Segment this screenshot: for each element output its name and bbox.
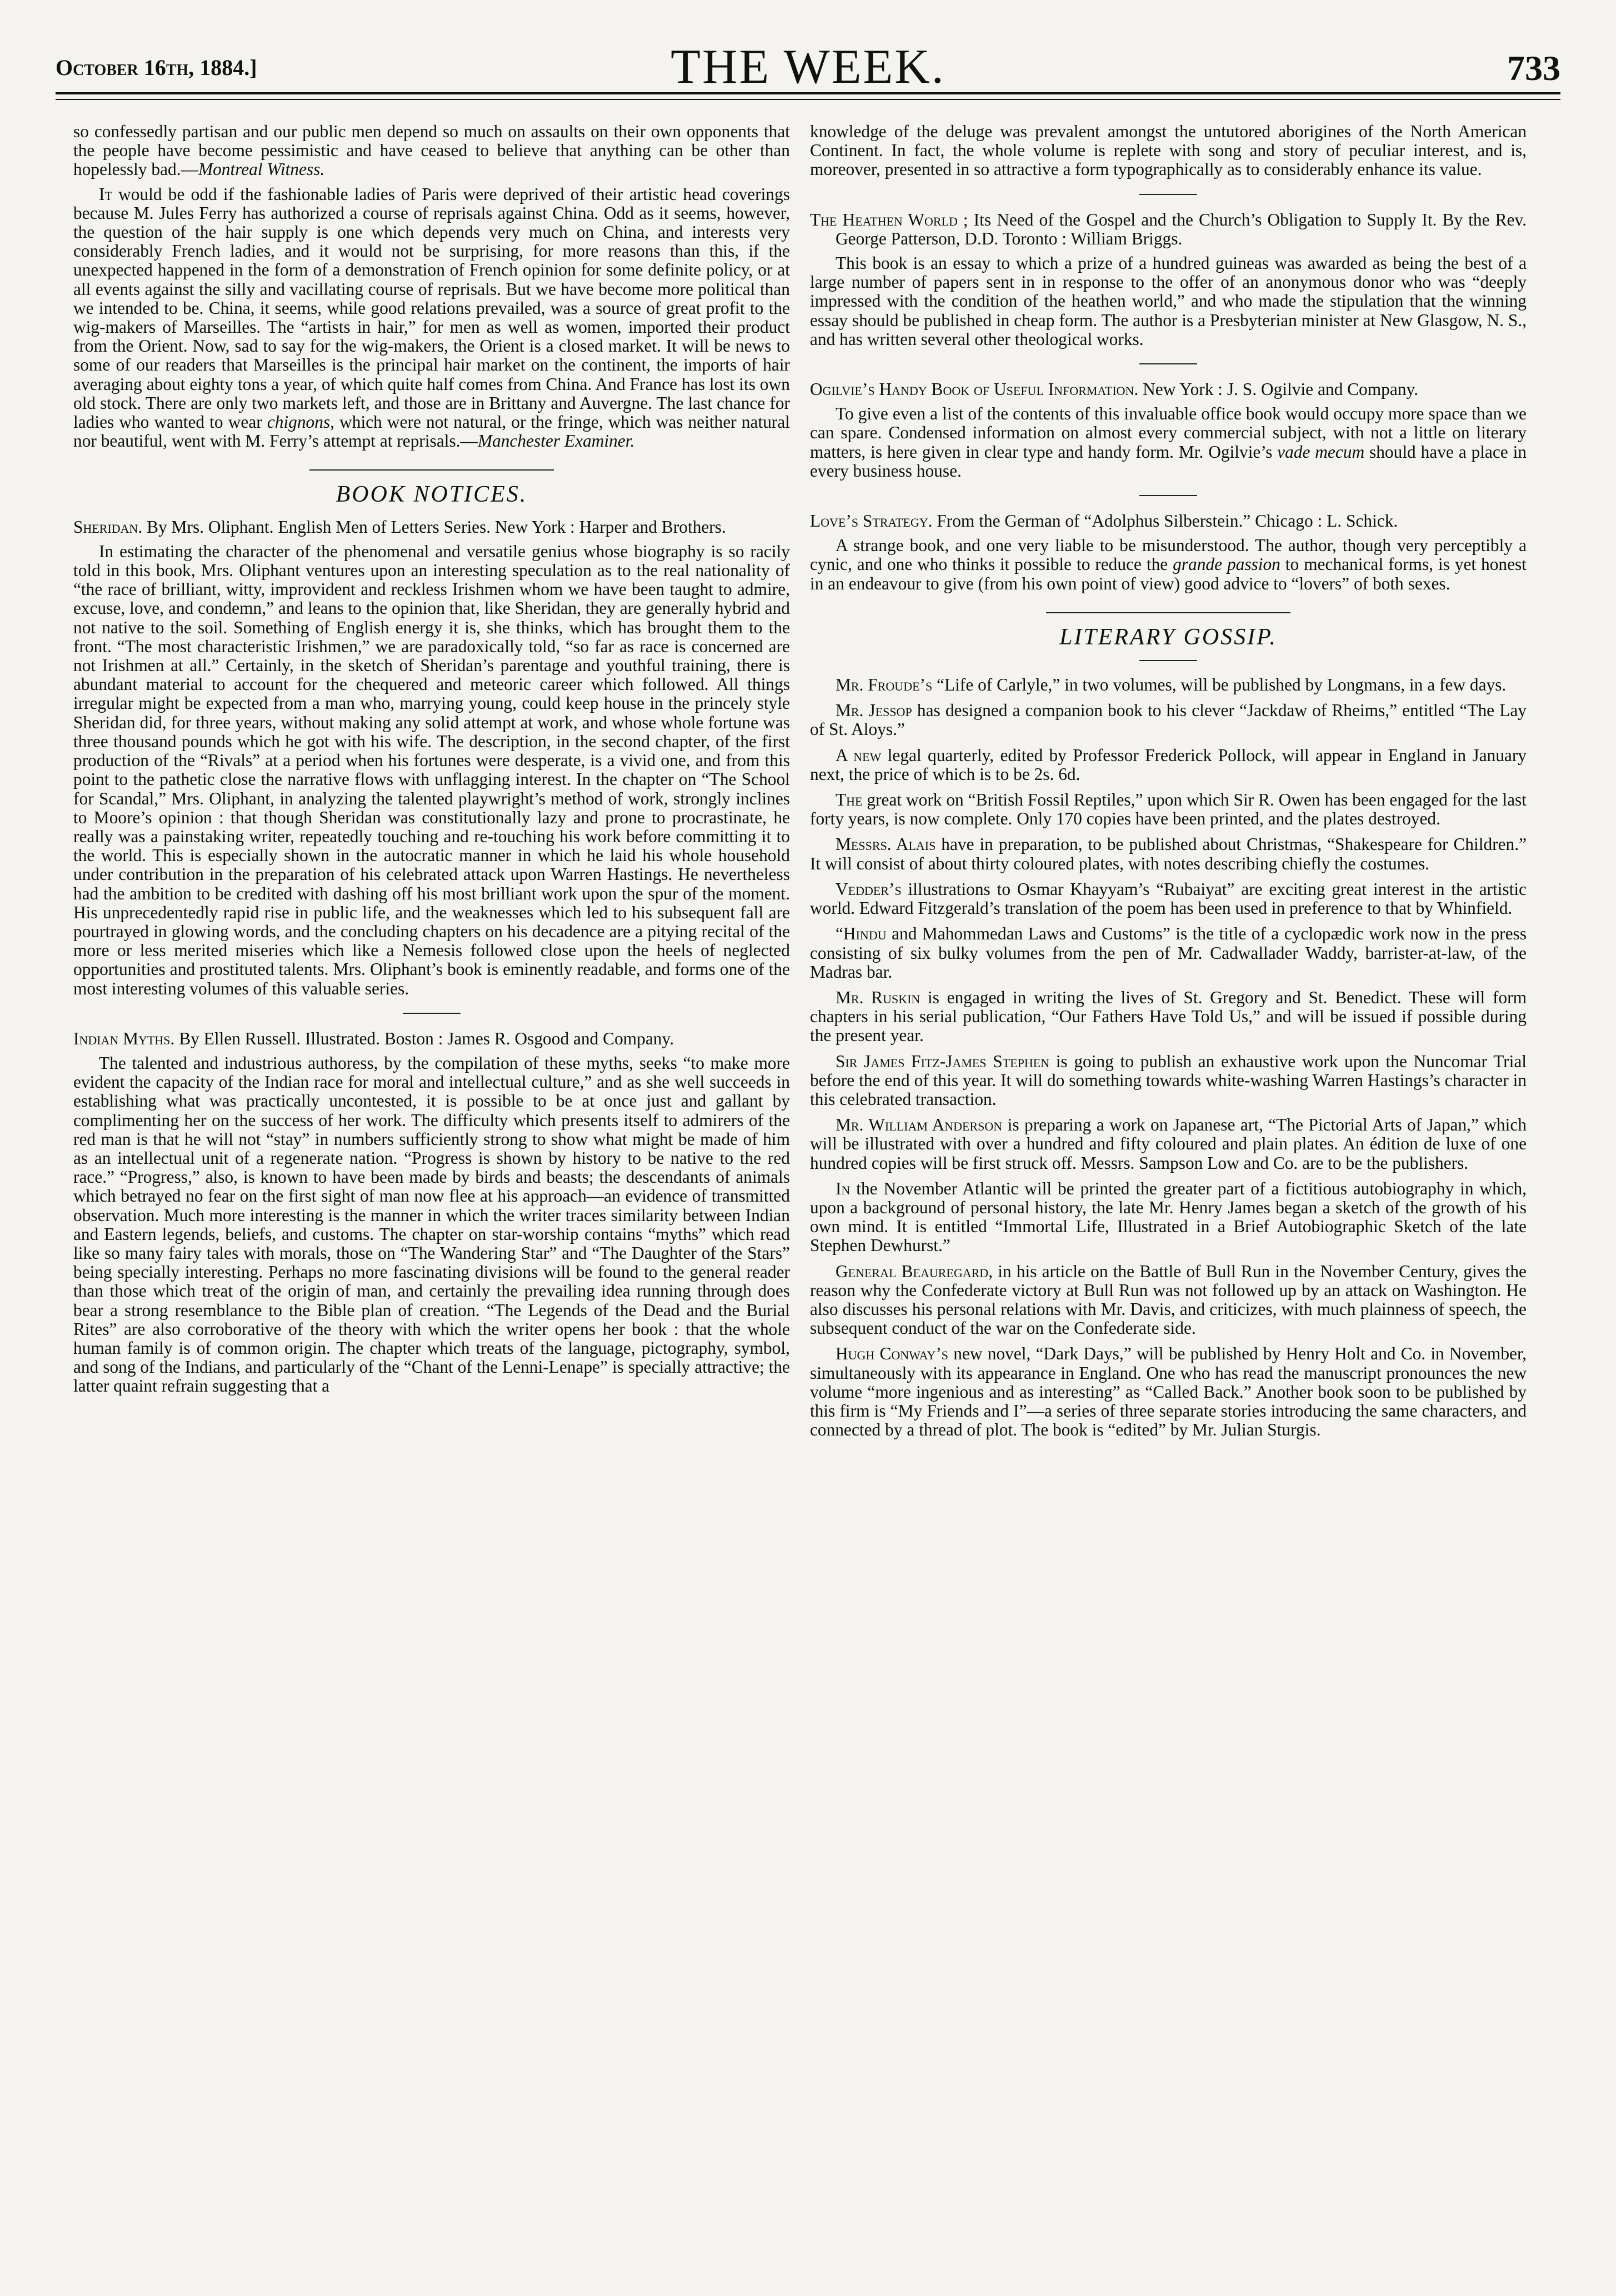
source-attribution: Montreal Witness. [198,159,325,179]
gossip-item [810,835,1527,873]
right-column [810,122,1527,2278]
gossip-lead: Vedder’s [835,879,902,899]
paris-paragraph [73,185,790,451]
gossip-item [810,746,1527,784]
review-heading-loves-strategy [810,512,1527,531]
gossip-text: “Life of Carlyle,” in two volumes, will be published by Longmans, in a few days. [932,675,1507,695]
source-attribution: Manchester Examiner. [477,431,635,451]
review-body-heathen-world: This book is an essay to which a prize of a hundred guineas was awarded as being the best of a large number of papers sent in in response to the offer of an anonymous donor who was “deeply impressed with the condition of the heathen world,” and who made the stipulation that the winning essay should be published in cheap form. The author is a Presbyterian minister at New Glasgow, N. S., and has written several other theological works. [810,253,1527,349]
literary-gossip-heading: LITERARY GOSSIP. [1059,624,1277,650]
divider [1139,363,1197,364]
book-details: By Ellen Russell. Illustrated. Boston : James R. Osgood and Company. [174,1028,674,1048]
gossip-item [810,1116,1527,1173]
gossip-item [810,1052,1527,1109]
continued-paragraph [73,122,790,179]
divider [403,1013,461,1014]
review-heading-indian-myths [73,1029,790,1048]
header-rule [56,92,1560,94]
gossip-text: is going to publish an exhaustive work upon the Nuncomar Trial before the end of this year. It will do something towards white-washing Warren Hastings’s character in this celebrated transaction. [810,1051,1527,1109]
review-heading-heathen-world [810,211,1527,248]
gossip-list [810,676,1527,1439]
gossip-lead: Sir James Fitz-James Stephen [835,1051,1050,1071]
gossip-lead: General Beauregard, [835,1261,993,1281]
issue-date: October 16th, 1884.] [56,55,257,80]
gossip-text: legal quarterly, edited by Professor Frederick Pollock, will appear in England in January next, the price of which is to be 2s. 6d. [810,745,1527,784]
italic-term: chignons [267,412,331,432]
gossip-text: great work on “British Fossil Reptiles,” upon which Sir R. Owen has been engaged for the last forty years, is now complete. Only 170 copies have been printed, and the plates destroyed. [810,790,1527,829]
gossip-item [810,1262,1527,1338]
gossip-item [810,791,1527,828]
paragraph-text: To give even a list of the contents of this invaluable office book would occupy more space than we can spare. Condensed information on almost every commercial subject, with not a little on literary matters, is here given in clear type and handy form. Mr. Ogilvie’s [810,404,1527,462]
review-heading-ogilvie [810,380,1527,399]
italic-term: grande passion [1173,554,1280,574]
divider [1139,660,1197,661]
review-body-sheridan: In estimating the character of the phenomenal and versatile genius whose biography is so racily told in this book, Mrs. Oliphant ventures upon an interesting speculation as to the real nationality of “the race of brilliant, witty, improvident and reckless Irishmen whom we have been taught to admire, excuse, love, and condemn,” and leans to the opinion that, like Sheridan, they are generally hybrid and not native to the soil. Something of English energy it is, she thinks, which has brought them to the front. “The most characteristic Irishmen,” we are paradoxically told, “so far as race is concerned are not Irishmen at all.” Certainly, in the sketch of Sheridan’s parentage and youthful training, there is abundant material to account for the chequered and meteoric career which followed. All things irregular might be expected from a man who, marrying young, could keep house in the princely style Sheridan did, for three years, without making any solid attempt at work, and whose whole fortune was three thousand pounds which he got with his wife. The description, in the second chapter, of the first production of the “Rivals” at a period when his fortunes were desperate, is a vivid one, and from this point to the pathetic close the narrative flows with unflagging interest. In the chapter on “The School for Scandal,” Mrs. Oliphant, in analyzing the talented playwright’s method of work, strongly inclines to Moore’s opinion : that though Sheridan was constitutionally lazy and prone to procrastinate, he really was a painstaking writer, repeatedly touching and re-touching his work before committing it to the world. This is especially shown in the autocratic manner in which he laid his whole household under contribution in the preparation of his celebrated attack upon Warren Hastings. He nevertheless had the ambition to be credited with dashing off his most brilliant work upon the spur of the moment. His unprecedentedly rapid rise in public life, and the weaknesses which led to his subsequent fall are pourtrayed in glowing words, and the concluding chapters on his decadence are a pitying recital of the more or less merited miseries which like a Nemesis followed close upon the heels of neglected opportunities and prostituted talents. Mrs. Oliphant’s book is eminently readable, and forms one of the most interesting volumes of this valuable series. [73,541,790,998]
gossip-lead: Mr. Ruskin [835,987,920,1007]
gossip-text: the November Atlantic will be printed the greater part of a fictitious autobiography in which, upon a background of personal history, the late Mr. Henry James began a sketch of the growth of his own mind. It is entitled “Immortal Life, Illustrated in a Brief Autobiographic Sketch of the late Stephen Dewhurst.” [810,1178,1527,1255]
gossip-lead: A new [835,745,882,765]
gossip-text: illustrations to Osmar Khayyam’s “Rubaiyat” are exciting great interest in the artistic world. Edward Fitzgerald’s translation of the poem has been used in preference to that by Whinfield. [810,879,1527,918]
gossip-text: is preparing a work on Japanese art, “The Pictorial Arts of Japan,” which will be illustrated with over a hundred and fifty coloured and plain plates. An édition de luxe of one hundred copies will be first struck off. Messrs. Sampson Low and Co. are to be the publishers. [810,1115,1527,1173]
section-divider [1046,612,1290,613]
book-notices-heading: BOOK NOTICES. [336,482,528,508]
gossip-text: have in preparation, to be published about Christmas, “Shakespeare for Children.” It will consist of about thirty coloured plates, with notes describing chiefly the costumes. [810,834,1527,873]
paragraph-text: would be odd if the fashionable ladies of Paris were deprived of their artistic head coverings because M. Jules Ferry has authorized a course of reprisals against China. Odd as it seems, however, the question of the hair supply is one which depends very much on China, and interests very considerably French ladies, and it would not be surprising, for more reasons than this, if the unexpected happened in the form of a demonstration of French opinion for some definite policy, or at all events against the silly and vacillating course of reprisals. But we have become more political than we intended to be. China, it seems, while good relations prevailed, was a source of great profit to the wig-makers of Marseilles. The “artists in hair,” for men as well as women, imported their product from the Orient. Now, sad to say for the wig-makers, the Orient is a closed market. It will be news to some of our readers that Marseilles is the principal hair market on the continent, the imports of hair averaging about eighty tons a year, of which quite half comes from China. And France has lost its own old stock. There are only two markets left, and those are in Brittany and Auvergne. The last chance for ladies who wanted to wear [73,184,790,432]
gossip-item [810,988,1527,1046]
gossip-lead: Mr. Jessop [835,701,912,721]
book-details: By Mrs. Oliphant. English Men of Letters Series. New York : Harper and Brothers. [142,517,726,537]
gossip-lead: Mr. Froude’s [835,675,933,695]
paragraph-text: to mechanical forms, is yet honest in an endeavour to give (from his own point of view) good advice to “lovers” of both sexes. [810,554,1527,593]
header-rule-thin [56,99,1560,100]
gossip-lead: The [835,790,863,810]
gossip-text: in his article on the Battle of Bull Run in the November Century, gives the reason why the Confederate victory at Bull Run was not followed up by an attack on Washington. He also discusses his personal relations with Mr. Davis, and criticizes, with much plainness of speech, the subsequent conduct of the war on the Confederate side. [810,1261,1527,1338]
gossip-item [810,701,1527,739]
gossip-item [810,1344,1527,1439]
paragraph-lead: It [99,184,112,204]
gossip-lead: Hugh Conway’s [835,1344,949,1364]
page-number: 733 [1507,48,1560,88]
review-body-indian-myths: The talented and industrious authoress, by the compilation of these myths, seeks “to make more evident the capacity of the Indian race for moral and intellectual culture,” and as she well succeeds in establishing what was practically uncontested, it is possible to be at once just and gallant by complimenting her on the success of her work. The difficulty which presents itself to admirers of the red man is that he will not “stay” in numbers sufficiently strong to show what might be made of him as an intellectual unit of a regenerate nation. “Progress is shown by history to be native to the red race.” “Progress,” also, is known to have been made by birds and beasts; the descendants of animals which betrayed no fear on the first sight of man now flee at his approach—an evidence of transmitted observation. Much more interesting is the manner in which the writer traces similarity between Indian and Eastern legends, beliefs, and customs. The chapter on star-worship contains “myths” which read like so many fairy tales with morals, those on “The Wandering Star” and “The Daughter of the Stars” being specially interesting. Perhaps no more fascinating divisions will be found to the general reader than those which treat of the origin of man, and certainly the prevailing idea running through does bear a strong resemblance to the Bible plan of creation. “The Legends of the Dead and the Burial Rites” are also corroborative of the theory with which the writer opens her book : that the whole human family is of common origin. The chapter which treats of the language, pictography, symbol, and song of the Indians, and particularly of the “Chant of the Lenni-Lenape” is specially attractive; the latter quaint refrain suggesting that a [73,1053,790,1396]
gossip-text: and Mahommedan Laws and Customs” is the title of a cyclopædic work now in the press consisting of six bulky volumes from the pen of Mr. Cadwallader Waddy, barrister-at-law, of the Madras bar. [810,924,1527,982]
gossip-item [810,924,1527,982]
section-divider [309,469,554,471]
gossip-item [810,1179,1527,1255]
book-title: Indian Myths. [73,1028,175,1048]
review-body-ogilvie [810,404,1527,481]
paragraph-text: should have a place in every business house. [810,442,1527,481]
gossip-text: new novel, “Dark Days,” will be published by Henry Holt and Co. in November, simultaneously with its appearance in England. One who has read the manuscript pronounces the new volume “more ingenious and as interesting” as “Called Back.” Another book soon to be published by this firm is “My Friends and I”—a series of three separate stories introducing the same characters, and connected by a thread of plot. The book is “edited” by Mr. Julian Sturgis. [810,1344,1527,1440]
italic-term: vade mecum [1277,442,1365,462]
paragraph-text: A strange book, and one very liable to be misunderstood. The author, though very perceptibly a cynic, and one who thinks it possible to reduce the [810,536,1527,574]
book-title: Love’s Strategy. [810,511,933,531]
divider [1139,495,1197,496]
gossip-lead: Mr. William Anderson [835,1115,1003,1135]
book-title: The Heathen World [810,209,958,229]
gossip-lead: “Hindu [835,924,887,944]
book-details: ; Its Need of the Gospel and the Church’s Obligation to Supply It. By the Rev. George Patterson, D.D. Toronto : William Briggs. [835,209,1527,248]
review-body-loves-strategy [810,536,1527,593]
review-heading-sheridan [73,518,790,537]
review-continued-indian-myths: knowledge of the deluge was prevalent amongst the untutored aborigines of the North American Continent. In fact, the whole volume is replete with song and story of peculiar interest, and is, moreover, presented in so attractive a form typographically as to considerably enhance its value. [810,122,1527,179]
gossip-item [810,880,1527,918]
book-details: New York : J. S. Ogilvie and Company. [1138,379,1418,399]
gossip-item [810,676,1527,694]
divider [1139,194,1197,195]
gossip-text: has designed a companion book to his clever “Jackdaw of Rheims,” entitled “The Lay of St. Aloys.” [810,701,1527,739]
publication-title: THE WEEK. [671,40,945,94]
gossip-lead: Messrs. Alais [835,834,936,854]
paragraph-text: , which were not natural, or the fringe, which was neither natural nor beautiful, went with M. Ferry’s attempt at reprisals.— [73,412,790,451]
book-title: Ogilvie’s Handy Book of Useful Information. [810,379,1139,399]
gossip-text: is engaged in writing the lives of St. Gregory and St. Benedict. These will form chapters in his serial publication, “Our Fathers Have Told Us,” and will be issued if possible during the present year. [810,987,1527,1046]
book-details: From the German of “Adolphus Silberstein.” Chicago : L. Schick. [932,511,1398,531]
paragraph-text: so confessedly partisan and our public men depend so much on assaults on their own opponents that the people have become pessimistic and have ceased to believe that anything can be other than hopelessly bad.— [73,122,790,179]
book-title: Sheridan. [73,517,143,537]
masthead [56,34,1560,101]
left-column [73,122,790,2278]
gossip-lead: In [835,1178,850,1198]
